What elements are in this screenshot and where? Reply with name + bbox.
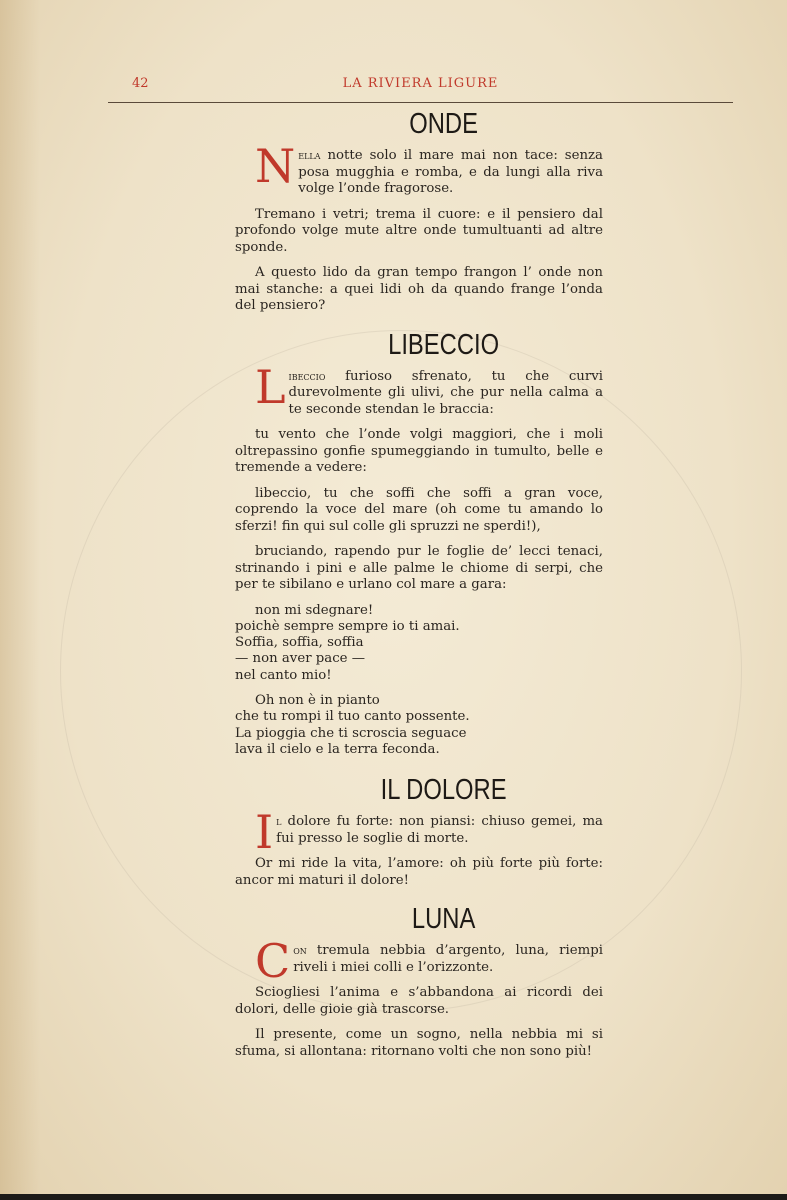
article-body	[235, 108, 603, 1069]
paragraph-text: tremula nebbia d’argento, luna, riempi riveli i miei colli e l’orizzonte.	[293, 943, 603, 975]
paragraph: Il presente, come un sogno, nella nebbia mi si sfuma, si allontana: ritornano volti che non sono più!	[235, 1027, 603, 1059]
paragraph	[235, 359, 603, 419]
verse-line: La pioggia che ti scroscia seguace	[235, 725, 467, 741]
paragraph: bruciando, rapendo pur le foglie de’ lecci tenaci, strinando i pini e alle palme le chiome di serpi, che per te sibilano e urlano col mare a gara:	[235, 544, 603, 592]
verse-line: lava il cielo e la terra feconda.	[235, 741, 440, 757]
section-luna	[235, 903, 603, 1060]
paragraph: tu vento che l’onde volgi maggiori, che i moli oltrepassino gonfie spumeggiando in tumulto, belle e tremende a vedere:	[235, 427, 603, 475]
paragraph-text: notte solo il mare mai non tace: senza posa mugghia e romba, e da lungi alla riva volge l’onde fragorose.	[298, 148, 603, 196]
verse-line: non mi sdegnare!	[255, 602, 374, 618]
paragraph: Or mi ride la vita, l’amore: oh più forte più forte: ancor mi maturi il dolore!	[235, 856, 603, 888]
verse-line: nel canto mio!	[235, 667, 332, 683]
verse-stanza	[235, 693, 603, 758]
section-title: ONDE	[409, 108, 478, 140]
verse-line: che tu rompi il tuo canto possente.	[235, 709, 470, 725]
paragraph	[235, 805, 603, 860]
drop-cap: C	[255, 934, 291, 989]
drop-cap: N	[255, 139, 296, 193]
verse-line: Soffia, soffia, soffia	[235, 635, 364, 651]
paragraph: A questo lido da gran tempo frangon l’ onde non mai stanche: a quei lidi oh da quando frange l’onda del pensiero?	[235, 265, 603, 313]
section-title: IL DOLORE	[380, 774, 507, 807]
section-il-dolore	[235, 774, 603, 889]
verse-line: — non aver pace —	[235, 651, 366, 667]
header-rule	[108, 102, 733, 103]
page-number: 42	[132, 76, 149, 91]
paragraph-text: furioso sfrenato, tu che curvi durevolmente gli ulivi, che pur nella calma a te seconde stendan le braccia:	[288, 368, 603, 417]
section-libeccio	[235, 329, 603, 759]
section-title: LUNA	[411, 903, 476, 936]
paragraph	[235, 934, 603, 989]
page-header	[108, 76, 733, 96]
verse-line: Oh non è in pianto	[255, 692, 380, 708]
lead-word: on	[293, 943, 307, 958]
verse-line: poichè sempre sempre io ti amai.	[235, 618, 460, 634]
paragraph: Sciogliesi l’anima e s’abbandona ai ricordi dei dolori, delle gioie già trascorse.	[235, 985, 603, 1017]
running-title: LA RIVIERA LIGURE	[342, 76, 499, 91]
paragraph-text: dolore fu forte: non piansi: chiuso gemei, ma fui presso le soglie di morte.	[276, 814, 603, 846]
section-onde	[235, 108, 603, 315]
drop-cap: L	[255, 359, 286, 414]
page-stain	[0, 0, 40, 1200]
paragraph: libeccio, tu che soffi che soffi a gran voce, coprendo la voce del mare (oh come tu amando lo sferzi! fin qui sul colle gli spruzzi ne sperdi!),	[235, 485, 603, 534]
verse-stanza	[235, 603, 603, 684]
drop-cap: I	[255, 805, 274, 860]
paragraph	[235, 139, 603, 198]
paragraph: Tremano i vetri; trema il cuore: e il pensiero dal profondo volge mute altre onde tumultuanti ad altre sponde.	[235, 206, 603, 255]
section-title: LIBECCIO	[388, 328, 500, 361]
lead-word: l	[276, 814, 282, 829]
lead-word: ella	[298, 148, 321, 162]
lead-word: ibeccio	[288, 368, 326, 383]
scan-bottom-edge	[0, 1194, 787, 1200]
